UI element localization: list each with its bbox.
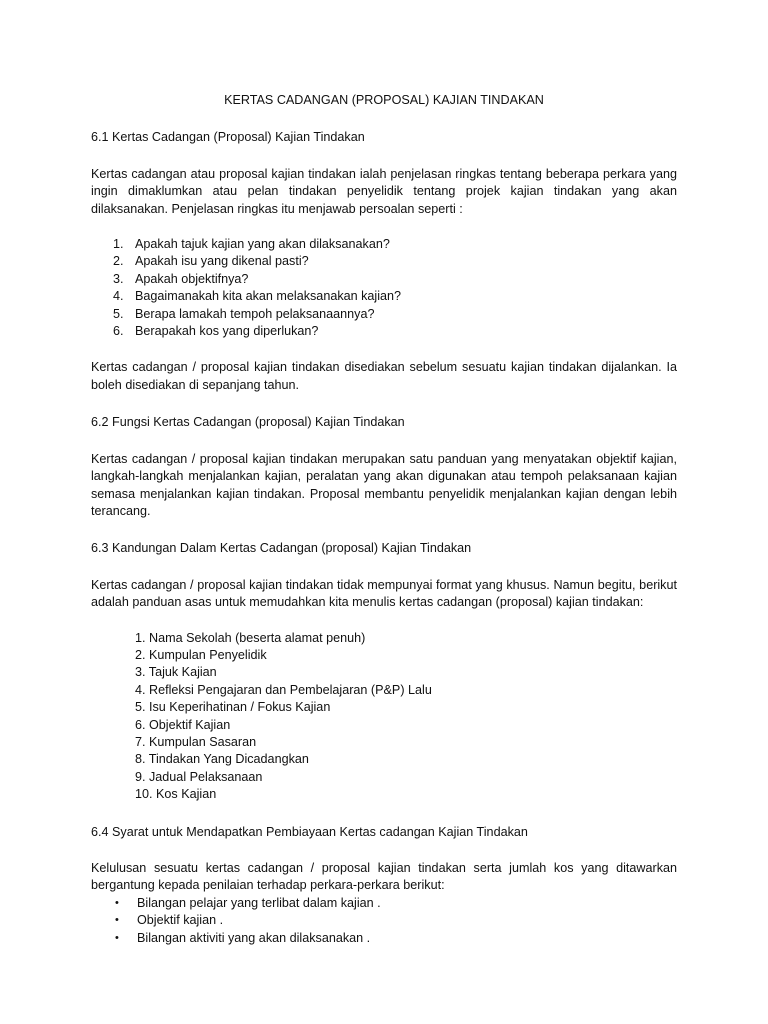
list-item [91,236,677,253]
list-item [91,253,677,270]
section-heading-6-3: 6.3 Kandungan Dalam Kertas Cadangan (proposal) Kajian Tindakan [91,541,472,556]
document-body [91,92,677,947]
list-item [91,271,677,288]
list-item [91,895,677,912]
list-item [91,306,677,323]
list-item: 1. Nama Sekolah (beserta alamat penuh) [135,630,366,645]
list-item [91,930,677,947]
document-title: KERTAS CADANGAN (PROPOSAL) KAJIAN TINDAKAN [224,93,544,107]
list-item-number: 3. [113,271,124,286]
section-6-1-intro: Kertas cadangan atau proposal kajian tindakan ialah penjelasan ringkas tentang beberapa perkara yang ingin dimaklumkan atau pelan tindakan penyelidik tentang projek kajian tindakan yang akan dilaksanakan. Penjelasan ringkas itu menjawab persoalan seperti : [91,166,677,216]
list-item: 10. Kos Kajian [135,787,217,802]
list-item: 8. Tindakan Yang Dicadangkan [135,752,309,767]
list-item: 4. Refleksi Pengajaran dan Pembelajaran (P&P) Lalu [135,682,432,697]
bullet-icon: • [115,931,119,944]
section-heading-6-1: 6.1 Kertas Cadangan (Proposal) Kajian Tindakan [91,130,365,145]
question-list [91,236,677,340]
section-heading-6-4: 6.4 Syarat untuk Mendapatkan Pembiayaan Kertas cadangan Kajian Tindakan [91,824,528,839]
section-6-1-closing: Kertas cadangan / proposal kajian tindakan disediakan sebelum sesuatu kajian tindakan dijalankan. Ia boleh disediakan di sepanjang tahun. [91,360,677,392]
list-item-text: Bagaimanakah kita akan melaksanakan kajian? [135,289,402,304]
list-item-text: Berapakah kos yang diperlukan? [135,324,319,339]
list-item-number: 1. [113,237,124,252]
list-item-text: Bilangan aktiviti yang akan dilaksanakan . [137,930,371,945]
contents-list [91,630,677,804]
list-item [91,912,677,929]
list-item: 2. Kumpulan Penyelidik [135,647,267,662]
list-item-number: 6. [113,324,124,339]
list-item-text: Apakah objektifnya? [135,271,249,286]
list-item-number: 5. [113,306,124,321]
list-item-number: 4. [113,289,124,304]
list-item: 6. Objektif Kajian [135,717,231,732]
section-6-3-body: Kertas cadangan / proposal kajian tindakan tidak mempunyai format yang khusus. Namun begitu, berikut adalah panduan asas untuk memudahkan kita menulis kertas cadangan (proposal) kajian tindakan: [91,577,677,610]
list-item-text: Objektif kajian . [137,913,224,928]
list-item-text: Apakah tajuk kajian yang akan dilaksanakan? [135,237,390,252]
list-item [91,323,677,340]
list-item: 3. Tajuk Kajian [135,665,217,680]
list-item: 9. Jadual Pelaksanaan [135,769,263,784]
list-item-text: Berapa lamakah tempoh pelaksanaannya? [135,306,375,321]
bullet-icon: • [115,896,119,909]
list-item: 5. Isu Keperihatinan / Fokus Kajian [135,700,331,715]
list-item: 7. Kumpulan Sasaran [135,734,257,749]
list-item-text: Bilangan pelajar yang terlibat dalam kajian . [137,895,381,910]
list-item [91,288,677,305]
list-item-text: Apakah isu yang dikenal pasti? [135,254,309,269]
bullet-icon: • [115,914,119,927]
list-item-number: 2. [113,254,124,269]
section-heading-6-2: 6.2 Fungsi Kertas Cadangan (proposal) Kajian Tindakan [91,415,405,430]
section-6-2-body: Kertas cadangan / proposal kajian tindakan merupakan satu panduan yang menyatakan objektif kajian, langkah-langkah menjalankan kajian, peralatan yang akan digunakan atau tempoh pelaksanaan kajian semasa menjalankan kajian tindakan. Proposal membantu penyelidik menjalankan kajian dengan lebih terancang. [91,451,677,518]
section-6-4-body: Kelulusan sesuatu kertas cadangan / proposal kajian tindakan serta jumlah kos yang ditawarkan bergantung kepada penilaian terhadap perkara-perkara berikut: [91,861,677,893]
bullet-list [91,895,677,947]
